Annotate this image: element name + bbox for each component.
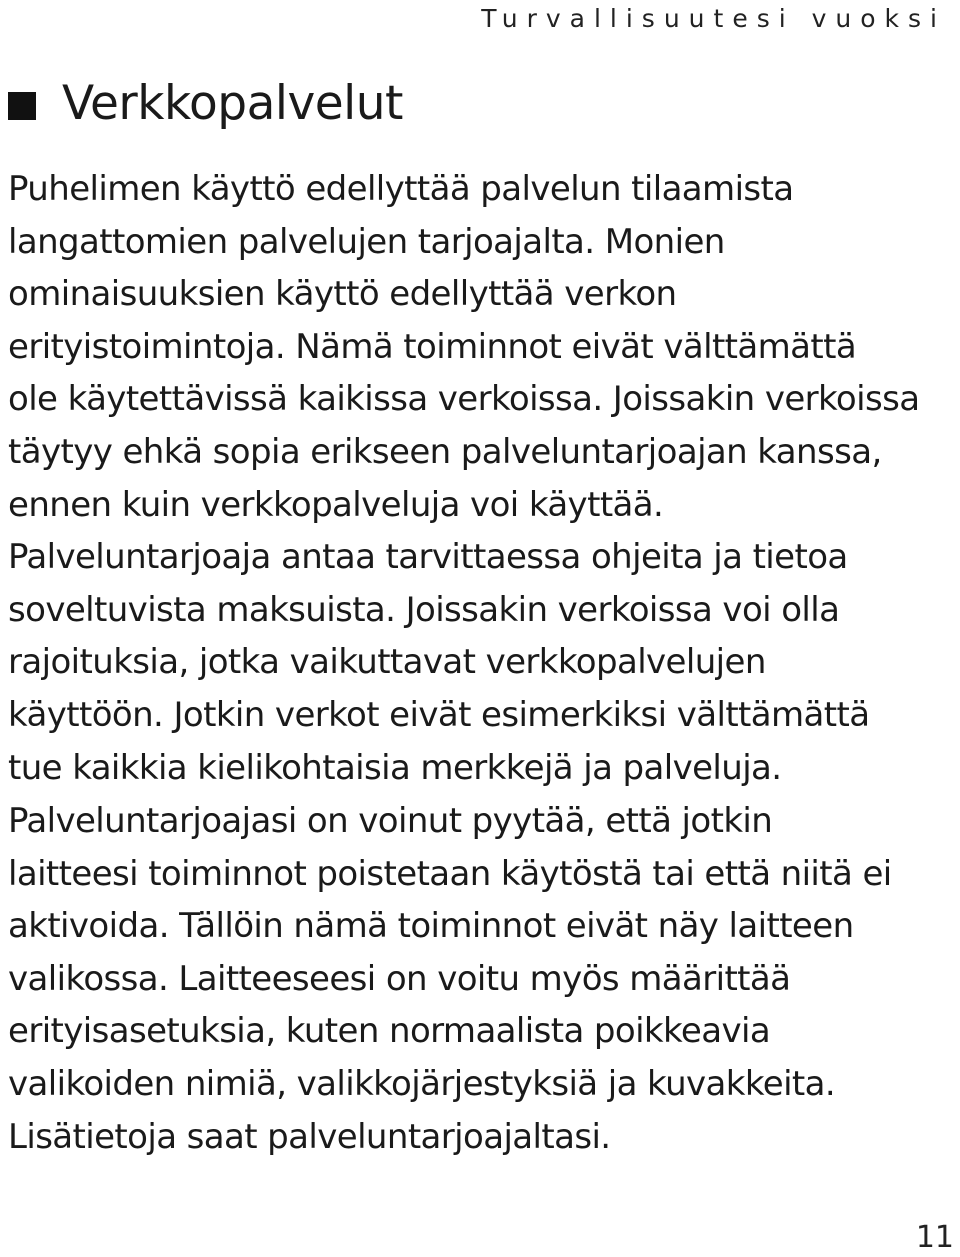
square-bullet-icon: [8, 92, 36, 120]
text-line: langattomien palvelujen tarjoajalta. Monien: [8, 221, 725, 262]
text-line: aktivoida. Tällöin nämä toiminnot eivät näy laitteen: [8, 906, 854, 947]
section-title: Verkkopalvelut: [62, 76, 403, 131]
text-line: rajoituksia, jotka vaikuttavat verkkopalvelujen: [8, 642, 766, 683]
text-line: käyttöön. Jotkin verkot eivät esimerkiksi välttämättä: [8, 694, 870, 735]
text-line: Puhelimen käyttö edellyttää palvelun tilaamista: [8, 169, 794, 209]
text-line: ennen kuin verkkopalveluja voi käyttää.: [8, 484, 664, 525]
text-line: ominaisuuksien käyttö edellyttää verkon: [8, 274, 677, 315]
text-line: soveltuvista maksuista. Joissakin verkoissa voi olla: [8, 589, 840, 630]
text-line: tue kaikkia kielikohtaisia merkkejä ja palveluja.: [8, 747, 782, 788]
text-line: laitteesi toiminnot poistetaan käytöstä tai että niitä ei: [8, 853, 892, 894]
text-line: Lisätietoja saat palveluntarjoajaltasi.: [8, 1116, 611, 1157]
running-header: Turvallisuutesi vuoksi: [481, 4, 946, 33]
page-number: 11: [915, 1220, 954, 1255]
text-line: Palveluntarjoajasi on voinut pyytää, että jotkin: [8, 801, 773, 841]
text-line: Palveluntarjoaja antaa tarvittaessa ohjeita ja tietoa: [8, 537, 848, 578]
paragraph-network-services: [8, 163, 958, 794]
text-line: erityistoimintoja. Nämä toiminnot eivät välttämättä: [8, 326, 857, 367]
text-line: valikoiden nimiä, valikkojärjestyksiä ja kuvakkeita.: [8, 1063, 836, 1104]
text-line: ole käytettävissä kaikissa verkoissa. Joissakin verkoissa: [8, 379, 920, 420]
text-line: täytyy ehkä sopia erikseen palveluntarjoajan kanssa,: [8, 431, 882, 472]
section-heading: [8, 76, 403, 131]
text-line: valikossa. Laitteeseesi on voitu myös määrittää: [8, 958, 791, 999]
text-line: erityisasetuksia, kuten normaalista poikkeavia: [8, 1011, 771, 1052]
paragraph-provider-settings: [8, 795, 958, 1163]
